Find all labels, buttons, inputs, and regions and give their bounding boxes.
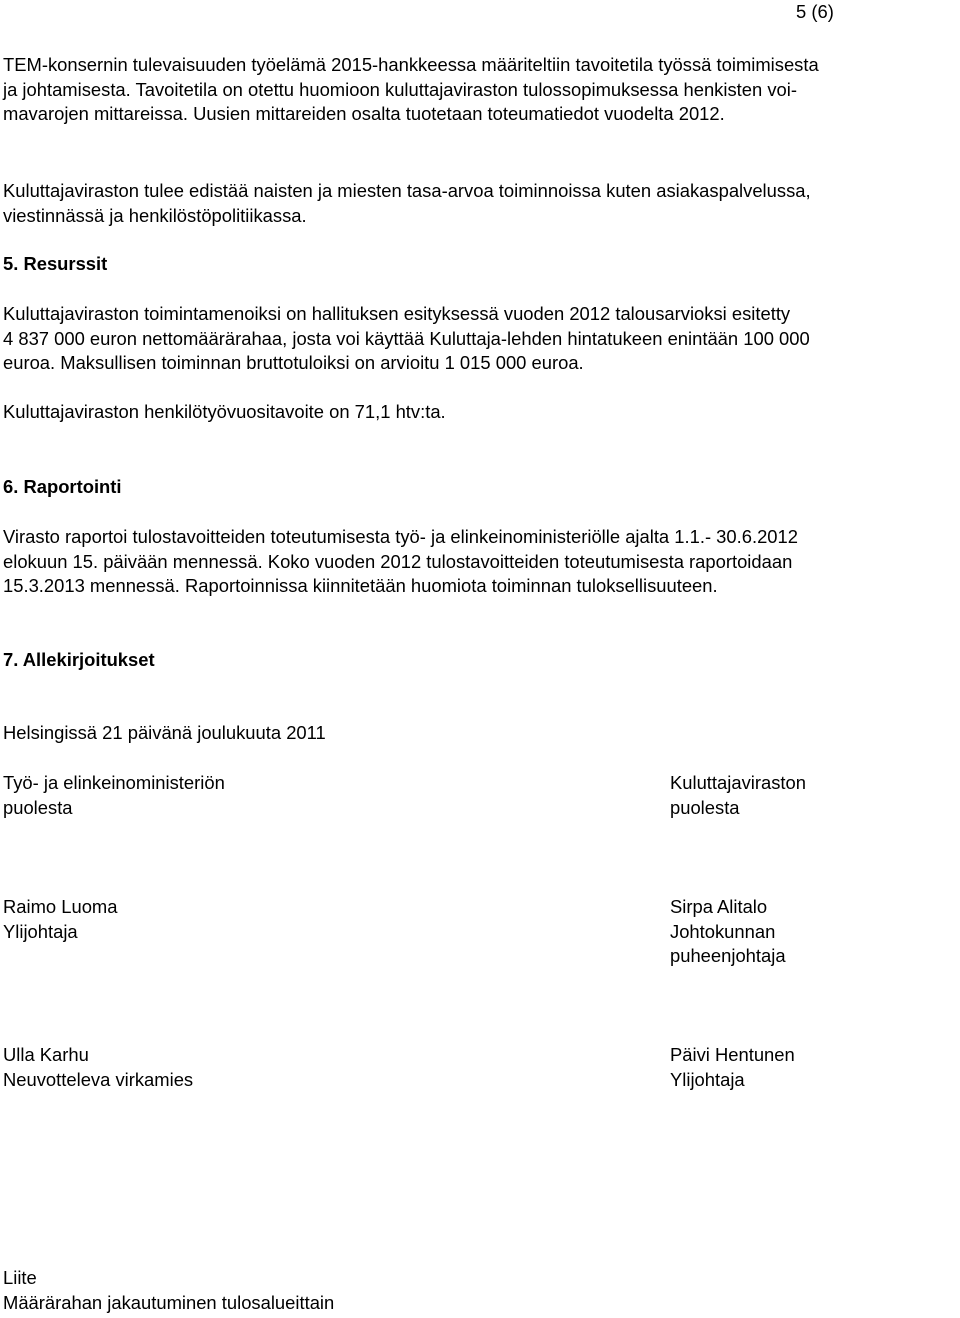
appendix: [3, 1266, 334, 1315]
section-heading: 5. Resurssit: [3, 253, 108, 274]
party-right: [670, 771, 806, 820]
section-6-heading: [3, 475, 955, 500]
intro-text-1: TEM-konsernin tulevaisuuden työelämä 2015-hankkeessa määriteltiin tavoitetila työssä toimimisesta ja johtamisesta. Tavoitetila on otettu huomioon kuluttajaviraston tulossopimuksessa henkisten voi- mavarojen mittareissa. Uusien mittareiden osalta tuotetaan toteumatiedot vuodelta 2012.: [3, 54, 819, 124]
section-5-paragraph-1: [3, 302, 955, 376]
place-date-text: Helsingissä 21 päivänä joulukuuta 2011: [3, 722, 326, 743]
signer-name: Ulla Karhu: [3, 1044, 89, 1065]
party-right-line-1: Kuluttajaviraston: [670, 772, 806, 793]
section-6-paragraph: [3, 525, 955, 599]
signer-right-1: [670, 895, 786, 969]
signer-title-line-2: puheenjohtaja: [670, 945, 786, 966]
signer-name: Päivi Hentunen: [670, 1044, 795, 1065]
reporting-text: Virasto raportoi tulostavoitteiden toteutumisesta työ- ja elinkeinoministeriölle ajalta 1.1.- 30.6.2012 elokuun 15. päivään mennessä. Koko vuoden 2012 tulostavoitteiden toteutumisesta raportoidaan 15.3.2013 mennessä. Raportoinnissa kiinnitetään huomiota toiminnan tuloksellisuuteen.: [3, 526, 798, 596]
appendix-label: Liite: [3, 1267, 37, 1288]
signer-title: Neuvotteleva virkamies: [3, 1068, 194, 1090]
section-5-paragraph-2: [3, 400, 955, 425]
intro-text-2: Kuluttajaviraston tulee edistää naisten ja miesten tasa-arvoa toiminnoissa kuten asiakaspalvelussa, viestinnässä ja henkilöstöpolitiikassa.: [3, 180, 811, 226]
htv-text: Kuluttajaviraston henkilötyövuositavoite on 71,1 htv:ta.: [3, 401, 446, 422]
signer-right-2: [670, 1043, 795, 1092]
signer-title: Ylijohtaja: [3, 920, 78, 942]
place-date: [3, 721, 955, 746]
signer-left-2: [3, 1043, 193, 1092]
signer-title: Ylijohtaja: [670, 1068, 745, 1090]
resources-text: Kuluttajaviraston toimintamenoiksi on hallituksen esityksessä vuoden 2012 talousarvioksi esitetty 4 837 000 euron nettomäärärahaa, josta voi käyttää Kuluttaja-lehden hintatukeen enintään 100 000 euroa. Maksullisen toiminnan bruttotuloiksi on arvioitu 1 015 000 euroa.: [3, 303, 810, 373]
party-left: [3, 771, 225, 820]
party-left-line-1: Työ- ja elinkeinoministeriön: [3, 772, 225, 793]
signer-left-1: [3, 895, 117, 944]
section-7-heading: [3, 648, 955, 673]
page-number: 5 (6): [796, 1, 834, 22]
section-heading: 6. Raportointi: [3, 476, 122, 497]
party-left-line-2: puolesta: [3, 796, 73, 818]
signer-title-line-1: Johtokunnan: [670, 920, 776, 942]
section-5-heading: [3, 252, 955, 277]
party-right-line-2: puolesta: [670, 796, 740, 818]
appendix-title: Määrärahan jakautuminen tulosalueittain: [3, 1291, 335, 1313]
section-heading: 7. Allekirjoitukset: [3, 649, 155, 670]
intro-paragraph-1: [3, 53, 955, 127]
signer-name: Sirpa Alitalo: [670, 896, 768, 917]
intro-paragraph-2: [3, 179, 955, 228]
signer-name: Raimo Luoma: [3, 896, 118, 917]
